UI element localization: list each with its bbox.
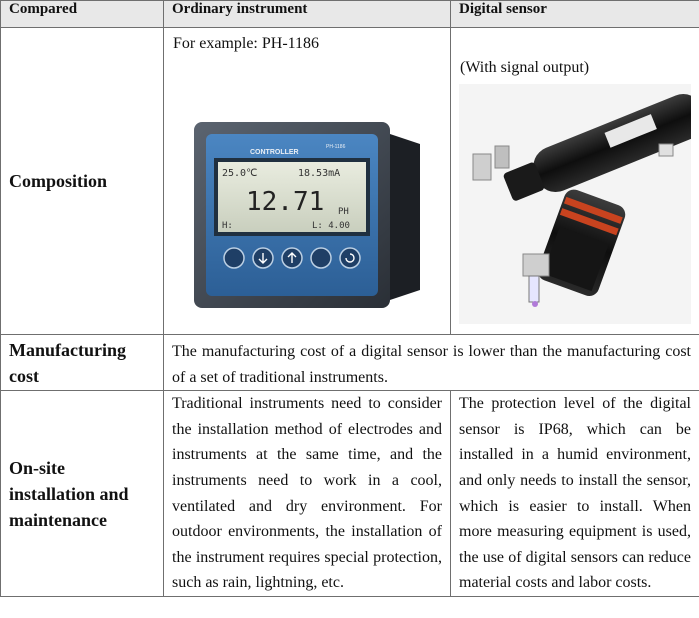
onsite-digital-text: The protection level of the digital sensor is IP68, which can be installed in a humid environment, and only needs to install the sensor, which is easier to install. When more measuring equipment is used, the use of digital sensors can reduce material costs and labor costs. [451, 391, 699, 597]
onsite-installation-label [1, 391, 164, 597]
onsite-installation-row [1, 391, 699, 597]
onsite-ordinary-text: Traditional instruments need to consider the installation method of electrodes and instruments at the same time, and the instruments need to work in a cool, ventilated and dry environment. For outdoor environments, the installation of the instrument requires special protection, such as rain, lightning, etc. [164, 391, 451, 597]
composition-label: Composition [1, 28, 164, 335]
lcd-current: 18.53mA [298, 168, 341, 179]
header-compared: Compared [1, 1, 164, 28]
header-ordinary-instrument: Ordinary instrument [164, 1, 451, 28]
header-digital-sensor: Digital sensor [451, 1, 699, 28]
controller-brand: CONTROLLER [250, 149, 299, 156]
ordinary-instrument-cell [164, 28, 451, 335]
digital-sensor-cell [451, 28, 699, 335]
lcd-unit: PH [338, 207, 349, 217]
manufacturing-cost-label [1, 335, 164, 391]
manufacturing-cost-row [1, 335, 699, 391]
lcd-ph-value: 12.71 [246, 187, 325, 217]
composition-row [1, 28, 699, 335]
onsite-label-line3: maintenance [9, 509, 107, 530]
lcd-high-alarm: H: [222, 221, 233, 231]
manufacturing-label-line2: cost [9, 365, 39, 386]
controller-model: PH-1186 [326, 144, 346, 150]
ph-controller-image [188, 114, 432, 314]
digital-sensor-image [459, 84, 691, 324]
onsite-label-line2: installation and [9, 483, 129, 504]
manufacturing-label-line1: Manufacturing [9, 339, 126, 360]
manufacturing-cost-text: The manufacturing cost of a digital sensor is lower than the manufacturing cost of a set of traditional instruments. [164, 335, 699, 391]
lcd-low-alarm: L: 4.00 [312, 221, 350, 231]
ordinary-caption: For example: PH-1186 [173, 35, 320, 52]
onsite-label-line1: On-site [9, 457, 65, 478]
header-row [1, 1, 699, 28]
digital-caption: (With signal output) [460, 59, 590, 76]
lcd-temperature: 25.0℃ [222, 168, 258, 179]
